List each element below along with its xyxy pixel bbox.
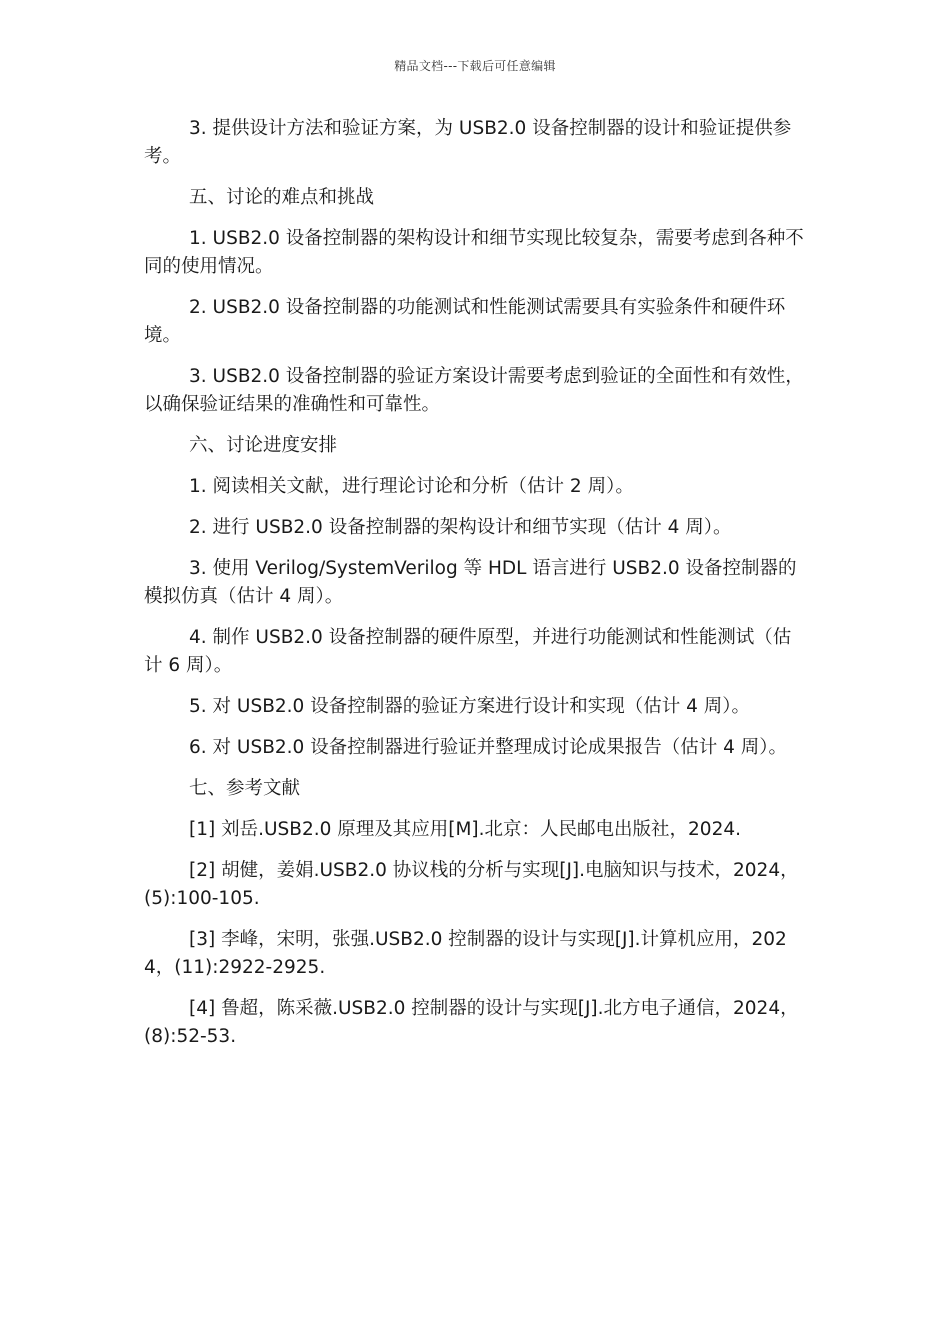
schedule-item-6: 6. 对 USB2.0 设备控制器进行验证并整理成讨论成果报告（估计 4 周）。 — [189, 737, 787, 758]
schedule-item-4: 4. 制作 USB2.0 设备控制器的硬件原型，并进行功能测试和性能测试（估计 6 周）。 — [144, 627, 792, 676]
schedule-item-2: 2. 进行 USB2.0 设备控制器的架构设计和细节实现（估计 4 周）。 — [189, 517, 732, 538]
section-heading-references: 七、参考文献 — [189, 778, 301, 799]
reference-item-3: [3] 李峰，宋明，张强.USB2.0 控制器的设计与实现[J].计算机应用，2024，(11):2922-2925. — [144, 929, 787, 978]
document-body — [144, 115, 809, 1064]
reference-item-4: [4] 鲁超，陈采薇.USB2.0 控制器的设计与实现[J].北方电子通信，2024，(8):52-53. — [144, 998, 799, 1047]
section-heading-challenges: 五、讨论的难点和挑战 — [189, 187, 375, 208]
challenge-item-1: 1. USB2.0 设备控制器的架构设计和细节实现比较复杂，需要考虑到各种不同的使用情况。 — [144, 228, 804, 277]
challenge-item-3: 3. USB2.0 设备控制器的验证方案设计需要考虑到验证的全面性和有效性，以确保验证结果的准确性和可靠性。 — [144, 366, 804, 415]
page-header: 精品文档---下载后可任意编辑 — [394, 59, 556, 73]
schedule-item-5: 5. 对 USB2.0 设备控制器的验证方案进行设计和实现（估计 4 周）。 — [189, 696, 750, 717]
challenge-item-2: 2. USB2.0 设备控制器的功能测试和性能测试需要具有实验条件和硬件环境。 — [144, 297, 786, 346]
reference-item-1: [1] 刘岳.USB2.0 原理及其应用[M].北京：人民邮电出版社，2024. — [189, 819, 741, 840]
schedule-item-1: 1. 阅读相关文献，进行理论讨论和分析（估计 2 周）。 — [189, 476, 634, 497]
goal-item-3: 3. 提供设计方法和验证方案，为 USB2.0 设备控制器的设计和验证提供参考。 — [144, 118, 792, 167]
reference-item-2: [2] 胡健，姜娟.USB2.0 协议栈的分析与实现[J].电脑知识与技术，2024，(5):100-105. — [144, 860, 799, 909]
section-heading-schedule: 六、讨论进度安排 — [189, 435, 338, 456]
schedule-item-3: 3. 使用 Verilog/SystemVerilog 等 HDL 语言进行 USB2.0 设备控制器的模拟仿真（估计 4 周）。 — [144, 558, 797, 607]
